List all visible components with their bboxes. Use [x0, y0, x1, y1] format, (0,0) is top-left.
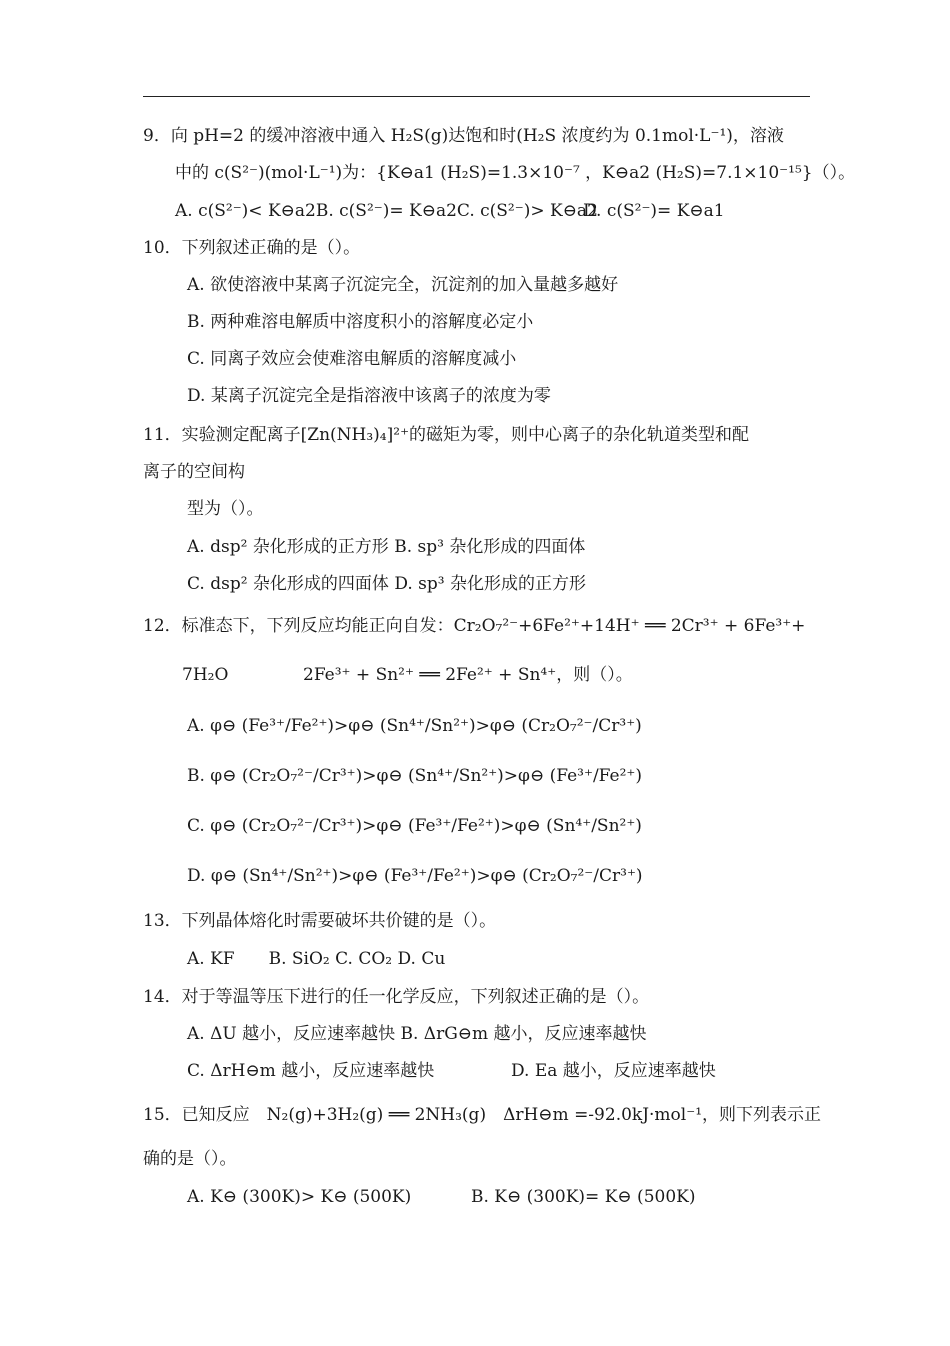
q12-option-d: D. φ⊖ (Sn⁴⁺/Sn²⁺)>φ⊖ (Fe³⁺/Fe²⁺)>φ⊖ (Cr₂O₇²⁻/Cr³⁺): [187, 866, 643, 886]
q13-options: A. KF B. SiO₂ C. CO₂ D. Cu: [187, 949, 446, 969]
q12-line-3: 2Fe³⁺ + Sn²⁺ ══ 2Fe²⁺ + Sn⁴⁺，则（）。: [303, 665, 633, 685]
q9-line-1: 9．向 pH=2 的缓冲溶液中通入 H₂S(g)达饱和时(H₂S 浓度约为 0.1mol·L⁻¹)，溶液: [143, 126, 784, 146]
q14-stem: 14．对于等温等压下进行的任一化学反应，下列叙述正确的是（）。: [143, 987, 650, 1007]
q13-stem: 13．下列晶体熔化时需要破坏共价键的是（）。: [143, 911, 497, 931]
q11-options-ab: A. dsp² 杂化形成的正方形 B. sp³ 杂化形成的四面体: [187, 537, 586, 557]
q12-line-2: 7H₂O: [182, 665, 229, 685]
q15-option-b: B. K⊖ (300K)= K⊖ (500K): [471, 1187, 696, 1207]
q15-line-2: 确的是（）。: [143, 1149, 237, 1169]
q10-stem: 10．下列叙述正确的是（）。: [143, 238, 361, 258]
q11-line-1: 11．实验测定配离子[Zn(NH₃)₄]²⁺的磁矩为零，则中心离子的杂化轨道类型和配: [143, 425, 750, 445]
q9-options-abc: A. c(S²⁻)< K⊖a2B. c(S²⁻)= K⊖a2C. c(S²⁻)> K⊖a2: [175, 201, 598, 221]
q12-line-1: 12．标准态下，下列反应均能正向自发：Cr₂O₇²⁻+6Fe²⁺+14H⁺ ══ 2Cr³⁺ + 6Fe³⁺+: [143, 616, 806, 636]
q14-option-c: C. ΔrH⊖m 越小，反应速率越快: [187, 1061, 435, 1081]
header-rule: [143, 96, 810, 97]
q11-line-2: 离子的空间构: [143, 462, 245, 482]
q14-options-ab: A. ΔU 越小，反应速率越快 B. ΔrG⊖m 越小，反应速率越快: [187, 1024, 647, 1044]
q14-option-d: D. Ea 越小，反应速率越快: [511, 1061, 716, 1081]
q11-line-3: 型为（）。: [187, 499, 264, 519]
q15-option-a: A. K⊖ (300K)> K⊖ (500K): [187, 1187, 412, 1207]
q15-line-1: 15．已知反应 N₂(g)+3H₂(g) ══ 2NH₃(g) ΔrH⊖m =-92.0kJ·mol⁻¹，则下列表示正: [143, 1105, 822, 1125]
q10-option-b: B. 两种难溶电解质中溶度积小的溶解度必定小: [187, 312, 534, 332]
q9-option-d: D. c(S²⁻)= K⊖a1: [583, 201, 725, 221]
q10-option-a: A. 欲使溶液中某离子沉淀完全，沉淀剂的加入量越多越好: [187, 275, 619, 295]
q12-option-a: A. φ⊖ (Fe³⁺/Fe²⁺)>φ⊖ (Sn⁴⁺/Sn²⁺)>φ⊖ (Cr₂O₇²⁻/Cr³⁺): [187, 716, 642, 736]
q11-options-cd: C. dsp² 杂化形成的四面体 D. sp³ 杂化形成的正方形: [187, 574, 586, 594]
q10-option-d: D. 某离子沉淀完全是指溶液中该离子的浓度为零: [187, 386, 551, 406]
q12-option-b: B. φ⊖ (Cr₂O₇²⁻/Cr³⁺)>φ⊖ (Sn⁴⁺/Sn²⁺)>φ⊖ (Fe³⁺/Fe²⁺): [187, 766, 643, 786]
q10-option-c: C. 同离子效应会使难溶电解质的溶解度减小: [187, 349, 517, 369]
q12-option-c: C. φ⊖ (Cr₂O₇²⁻/Cr³⁺)>φ⊖ (Fe³⁺/Fe²⁺)>φ⊖ (Sn⁴⁺/Sn²⁺): [187, 816, 642, 836]
q9-line-2: 中的 c(S²⁻)(mol·L⁻¹)为：{K⊖a1 (H₂S)=1.3×10⁻⁷ ，K⊖a2 (H₂S)=7.1×10⁻¹⁵}（）。: [175, 163, 856, 183]
